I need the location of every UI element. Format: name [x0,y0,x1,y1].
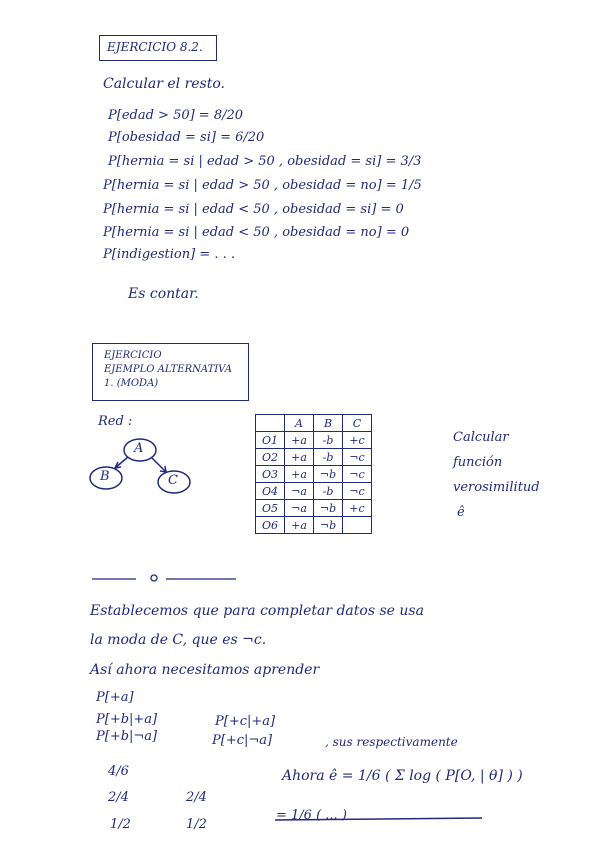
table-row [256,500,372,517]
table-cell: ¬c [343,483,372,500]
likelihood-formula: Ahora ê = 1/6 ( Σ log ( P[O, | θ] ) ) [282,768,523,784]
table-header-cell: C [343,415,372,432]
table-cell: +a [285,449,314,466]
prob-line-3: P[hernia = si | edad > 50 , obesidad = si] = 3/3 [108,154,422,169]
side-note-2: función [453,455,503,470]
table-row [256,483,372,500]
value-c1: 2/4 [186,790,207,805]
prob-b1: P[+b|+a] [96,712,158,727]
table-cell: -b [314,483,343,500]
value-a: 4/6 [108,764,129,779]
respectively-note: , sus respectivamente [325,735,458,749]
prob-line-5: P[hernia = si | edad < 50 , obesidad = si] = 0 [103,202,404,217]
prob-line-7: P[indigestion] = . . . [103,247,235,262]
exercise-title: EJERCICIO 8.2. [107,40,203,54]
example-title-2: EJEMPLO ALTERNATIVA [104,364,232,375]
table-cell: ¬a [285,483,314,500]
side-note-1: Calcular [453,430,509,445]
example-title-1: EJERCICIO [104,350,162,361]
side-note-4: ê [457,505,465,520]
table-cell: -b [314,449,343,466]
side-note-3: verosimilitud [453,480,540,495]
prob-c1: P[+c|+a] [215,714,276,729]
struck-formula: = 1/6 ( ... ) [276,808,347,823]
table-cell: -b [314,432,343,449]
table-cell: O5 [256,500,285,517]
table-cell: +c [343,432,372,449]
table-header-cell: A [285,415,314,432]
table-cell: O6 [256,517,285,534]
table-row [256,517,372,534]
table-cell: +a [285,466,314,483]
table-row [256,466,372,483]
prob-c2: P[+c|¬a] [212,733,273,748]
table-cell: +a [285,432,314,449]
prob-line-2: P[obesidad = si] = 6/20 [108,130,265,145]
value-b1: 2/4 [108,790,129,805]
prob-b2: P[+b|¬a] [96,729,158,744]
table-cell: O1 [256,432,285,449]
value-b2: 1/2 [110,817,131,832]
table-cell: ¬c [343,449,372,466]
table-cell: O4 [256,483,285,500]
table-header-row [256,415,372,432]
edge-a-c [152,458,166,472]
value-c2: 1/2 [186,817,207,832]
text-line-1: Establecemos que para completar datos se usa [90,603,424,619]
prob-a: P[+a] [96,690,134,705]
table-row [256,432,372,449]
table-cell [343,517,372,534]
node-c: C [168,473,178,488]
table-header-cell: B [314,415,343,432]
table-cell: ¬a [285,500,314,517]
table-cell: +c [343,500,372,517]
prob-line-1: P[edad > 50] = 8/20 [108,108,244,123]
conclusion: Es contar. [128,286,199,302]
subtitle: Calcular el resto. [103,76,225,92]
table-cell: ¬b [314,517,343,534]
table-cell: ¬c [343,466,372,483]
table-cell: +a [285,517,314,534]
prob-line-6: P[hernia = si | edad < 50 , obesidad = no] = 0 [103,225,410,240]
separator-dot [151,575,157,581]
table-cell: O3 [256,466,285,483]
text-line-3: Así ahora necesitamos aprender [90,662,320,678]
table-row [256,449,372,466]
prob-line-4: P[hernia = si | edad > 50 , obesidad = no] = 1/5 [103,178,422,193]
node-b: B [100,469,110,484]
data-table [255,414,372,534]
red-label: Red : [98,414,133,429]
node-a: A [134,441,144,456]
table-cell: ¬b [314,500,343,517]
text-line-2: la moda de C, que es ¬c. [90,632,267,648]
table-cell: O2 [256,449,285,466]
example-title-3: 1. (MODA) [104,378,159,389]
table-cell: ¬b [314,466,343,483]
table-header-cell [256,415,285,432]
